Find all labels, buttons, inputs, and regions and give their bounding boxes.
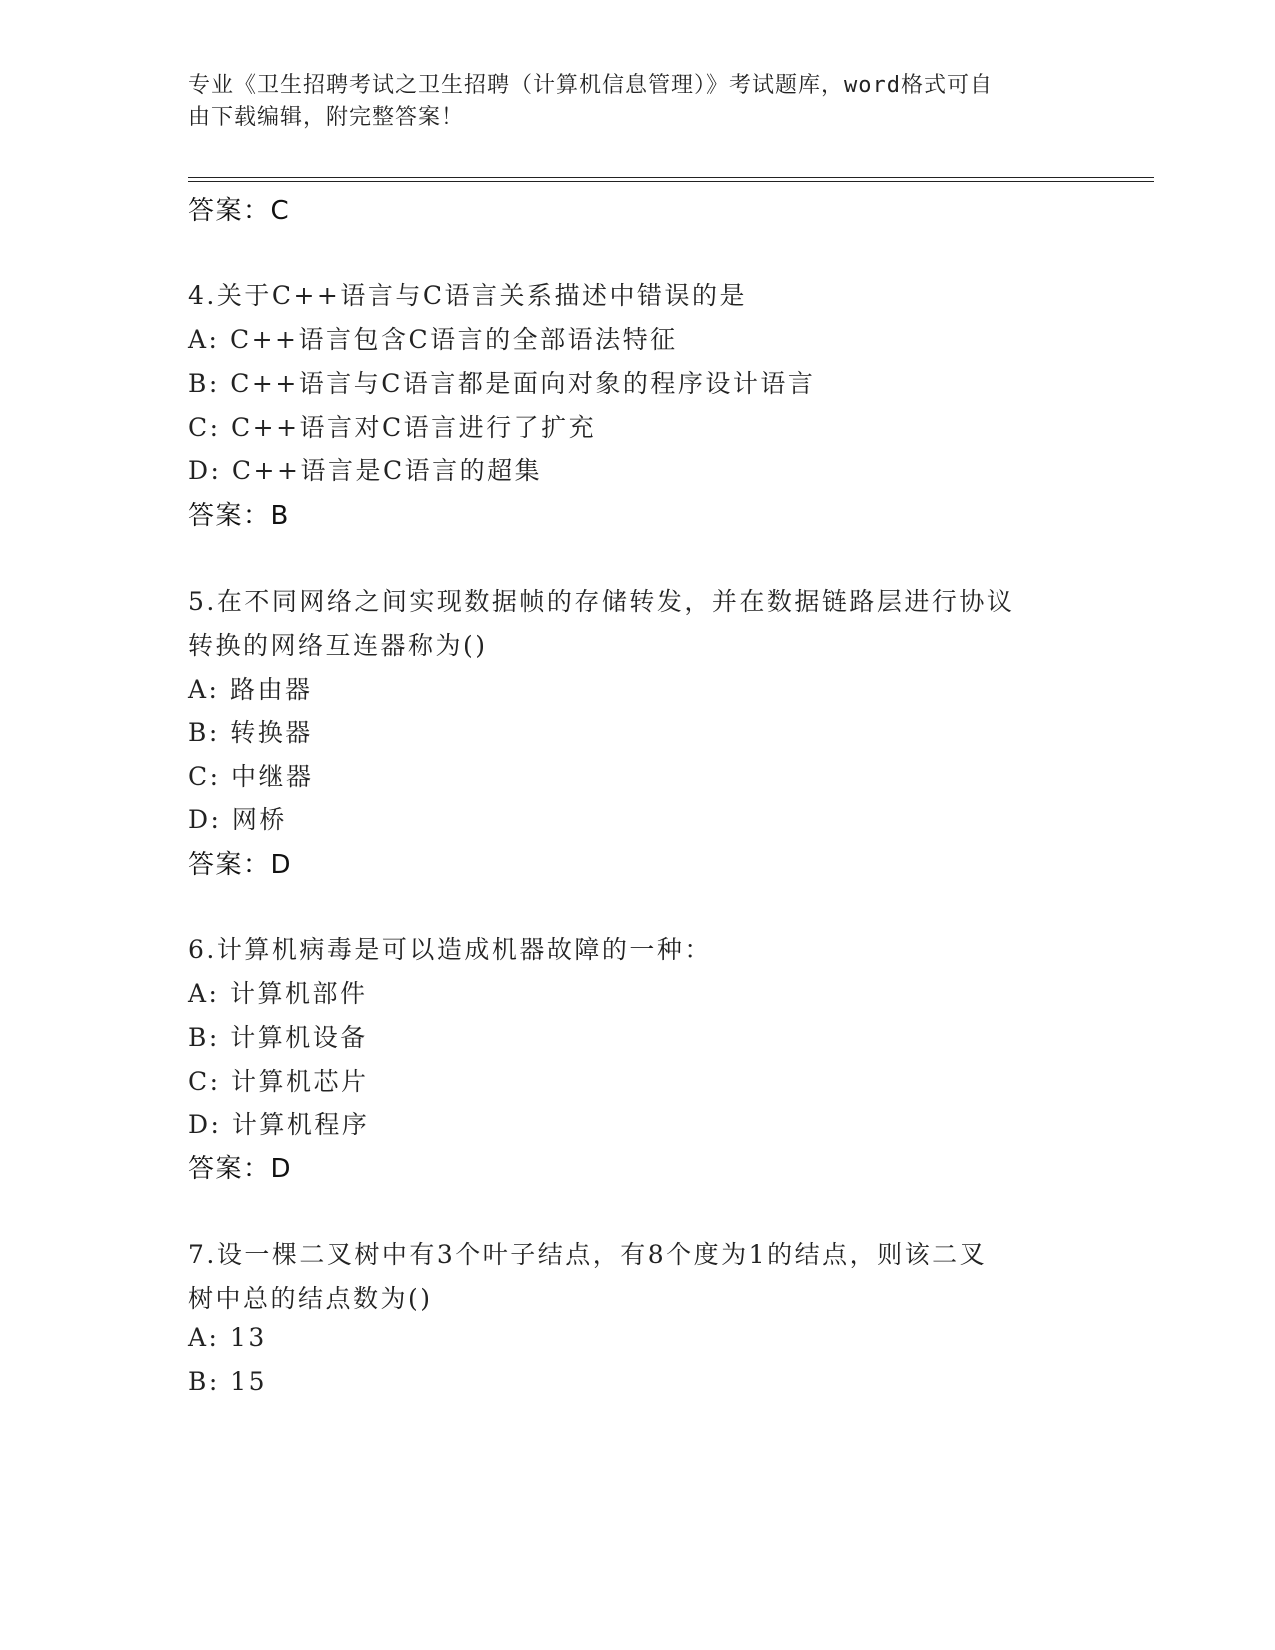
- option-text: 路由器: [229, 675, 313, 704]
- question-4-answer: [188, 495, 290, 532]
- option-text: 网桥: [231, 805, 287, 834]
- question-4-option-d: [188, 451, 542, 487]
- option-text: 转换器: [230, 718, 313, 747]
- document-header: [188, 70, 1068, 134]
- question-5-stem-line-1: 5.在不同网络之间实现数据帧的存储转发，并在数据链路层进行协议: [188, 587, 1015, 616]
- option-text: 中继器: [231, 762, 314, 791]
- option-letter: D:: [188, 805, 222, 834]
- option-text: 15: [230, 1367, 268, 1396]
- answer-label: 答案：: [188, 196, 271, 226]
- question-4-option-a: [188, 320, 678, 356]
- question-7-option-a: [188, 1323, 267, 1352]
- answer-value: C: [270, 196, 291, 226]
- question-5-option-b: [188, 713, 313, 749]
- header-line-2: 由下载编辑，附完整答案！: [188, 105, 465, 130]
- answer-value: D: [270, 850, 293, 880]
- answer-value: B: [270, 501, 290, 531]
- question-6-option-b: [188, 1018, 368, 1054]
- question-4-option-b: [188, 364, 815, 400]
- option-text: 13: [229, 1323, 267, 1352]
- question-7-stem-line-1: 7.设一棵二叉树中有3个叶子结点，有8个度为1的结点，则该二叉: [188, 1240, 988, 1269]
- question-6-option-a: [188, 974, 367, 1010]
- question-5-option-a: [188, 670, 312, 706]
- option-letter: C:: [188, 413, 221, 442]
- question-5-option-c: [188, 757, 314, 793]
- option-letter: B:: [188, 1023, 220, 1052]
- option-letter: B:: [188, 369, 220, 398]
- option-letter: A:: [188, 325, 220, 354]
- option-text: 计算机程序: [231, 1110, 370, 1139]
- option-letter: C:: [188, 1067, 221, 1096]
- answer-value: D: [270, 1154, 293, 1184]
- question-7-option-b: [188, 1367, 267, 1396]
- option-text: 计算机设备: [230, 1023, 368, 1052]
- option-text: C++语言包含C语言的全部语法特征: [229, 325, 678, 354]
- question-5-stem-line-2: 转换的网络互连器称为(): [188, 631, 488, 660]
- option-text: 计算机芯片: [231, 1067, 369, 1096]
- answer-label: 答案：: [188, 850, 271, 880]
- option-letter: D:: [188, 456, 222, 485]
- question-5-answer: [188, 844, 292, 881]
- option-letter: A:: [188, 979, 220, 1008]
- answer-line-prev: [188, 190, 290, 227]
- question-6-option-d: [188, 1105, 369, 1141]
- option-letter: C:: [188, 762, 221, 791]
- option-letter: B:: [188, 1367, 220, 1396]
- option-letter: D:: [188, 1110, 222, 1139]
- question-6-option-c: [188, 1062, 369, 1098]
- option-text: C++语言是C语言的超集: [231, 456, 543, 485]
- header-line-1: 专业《卫生招聘考试之卫生招聘（计算机信息管理）》考试题库，word格式可自: [188, 73, 993, 98]
- question-5-option-d: [188, 800, 287, 836]
- answer-label: 答案：: [188, 501, 271, 531]
- header-divider-top: [188, 177, 1154, 178]
- header-divider-bottom: [188, 181, 1154, 182]
- option-text: C++语言与C语言都是面向对象的程序设计语言: [230, 369, 816, 398]
- option-text: 计算机部件: [229, 979, 368, 1008]
- option-letter: A:: [188, 675, 220, 704]
- question-4-stem: 4.关于C++语言与C语言关系描述中错误的是: [188, 281, 748, 310]
- option-letter: A:: [188, 1323, 220, 1352]
- question-7-stem-line-2: 树中总的结点数为(): [188, 1284, 433, 1313]
- question-6-answer: [188, 1148, 292, 1185]
- question-6-stem: 6.计算机病毒是可以造成机器故障的一种：: [188, 935, 712, 964]
- answer-label: 答案：: [188, 1154, 271, 1184]
- option-text: C++语言对C语言进行了扩充: [231, 413, 597, 442]
- option-letter: B:: [188, 718, 220, 747]
- question-4-option-c: [188, 408, 596, 444]
